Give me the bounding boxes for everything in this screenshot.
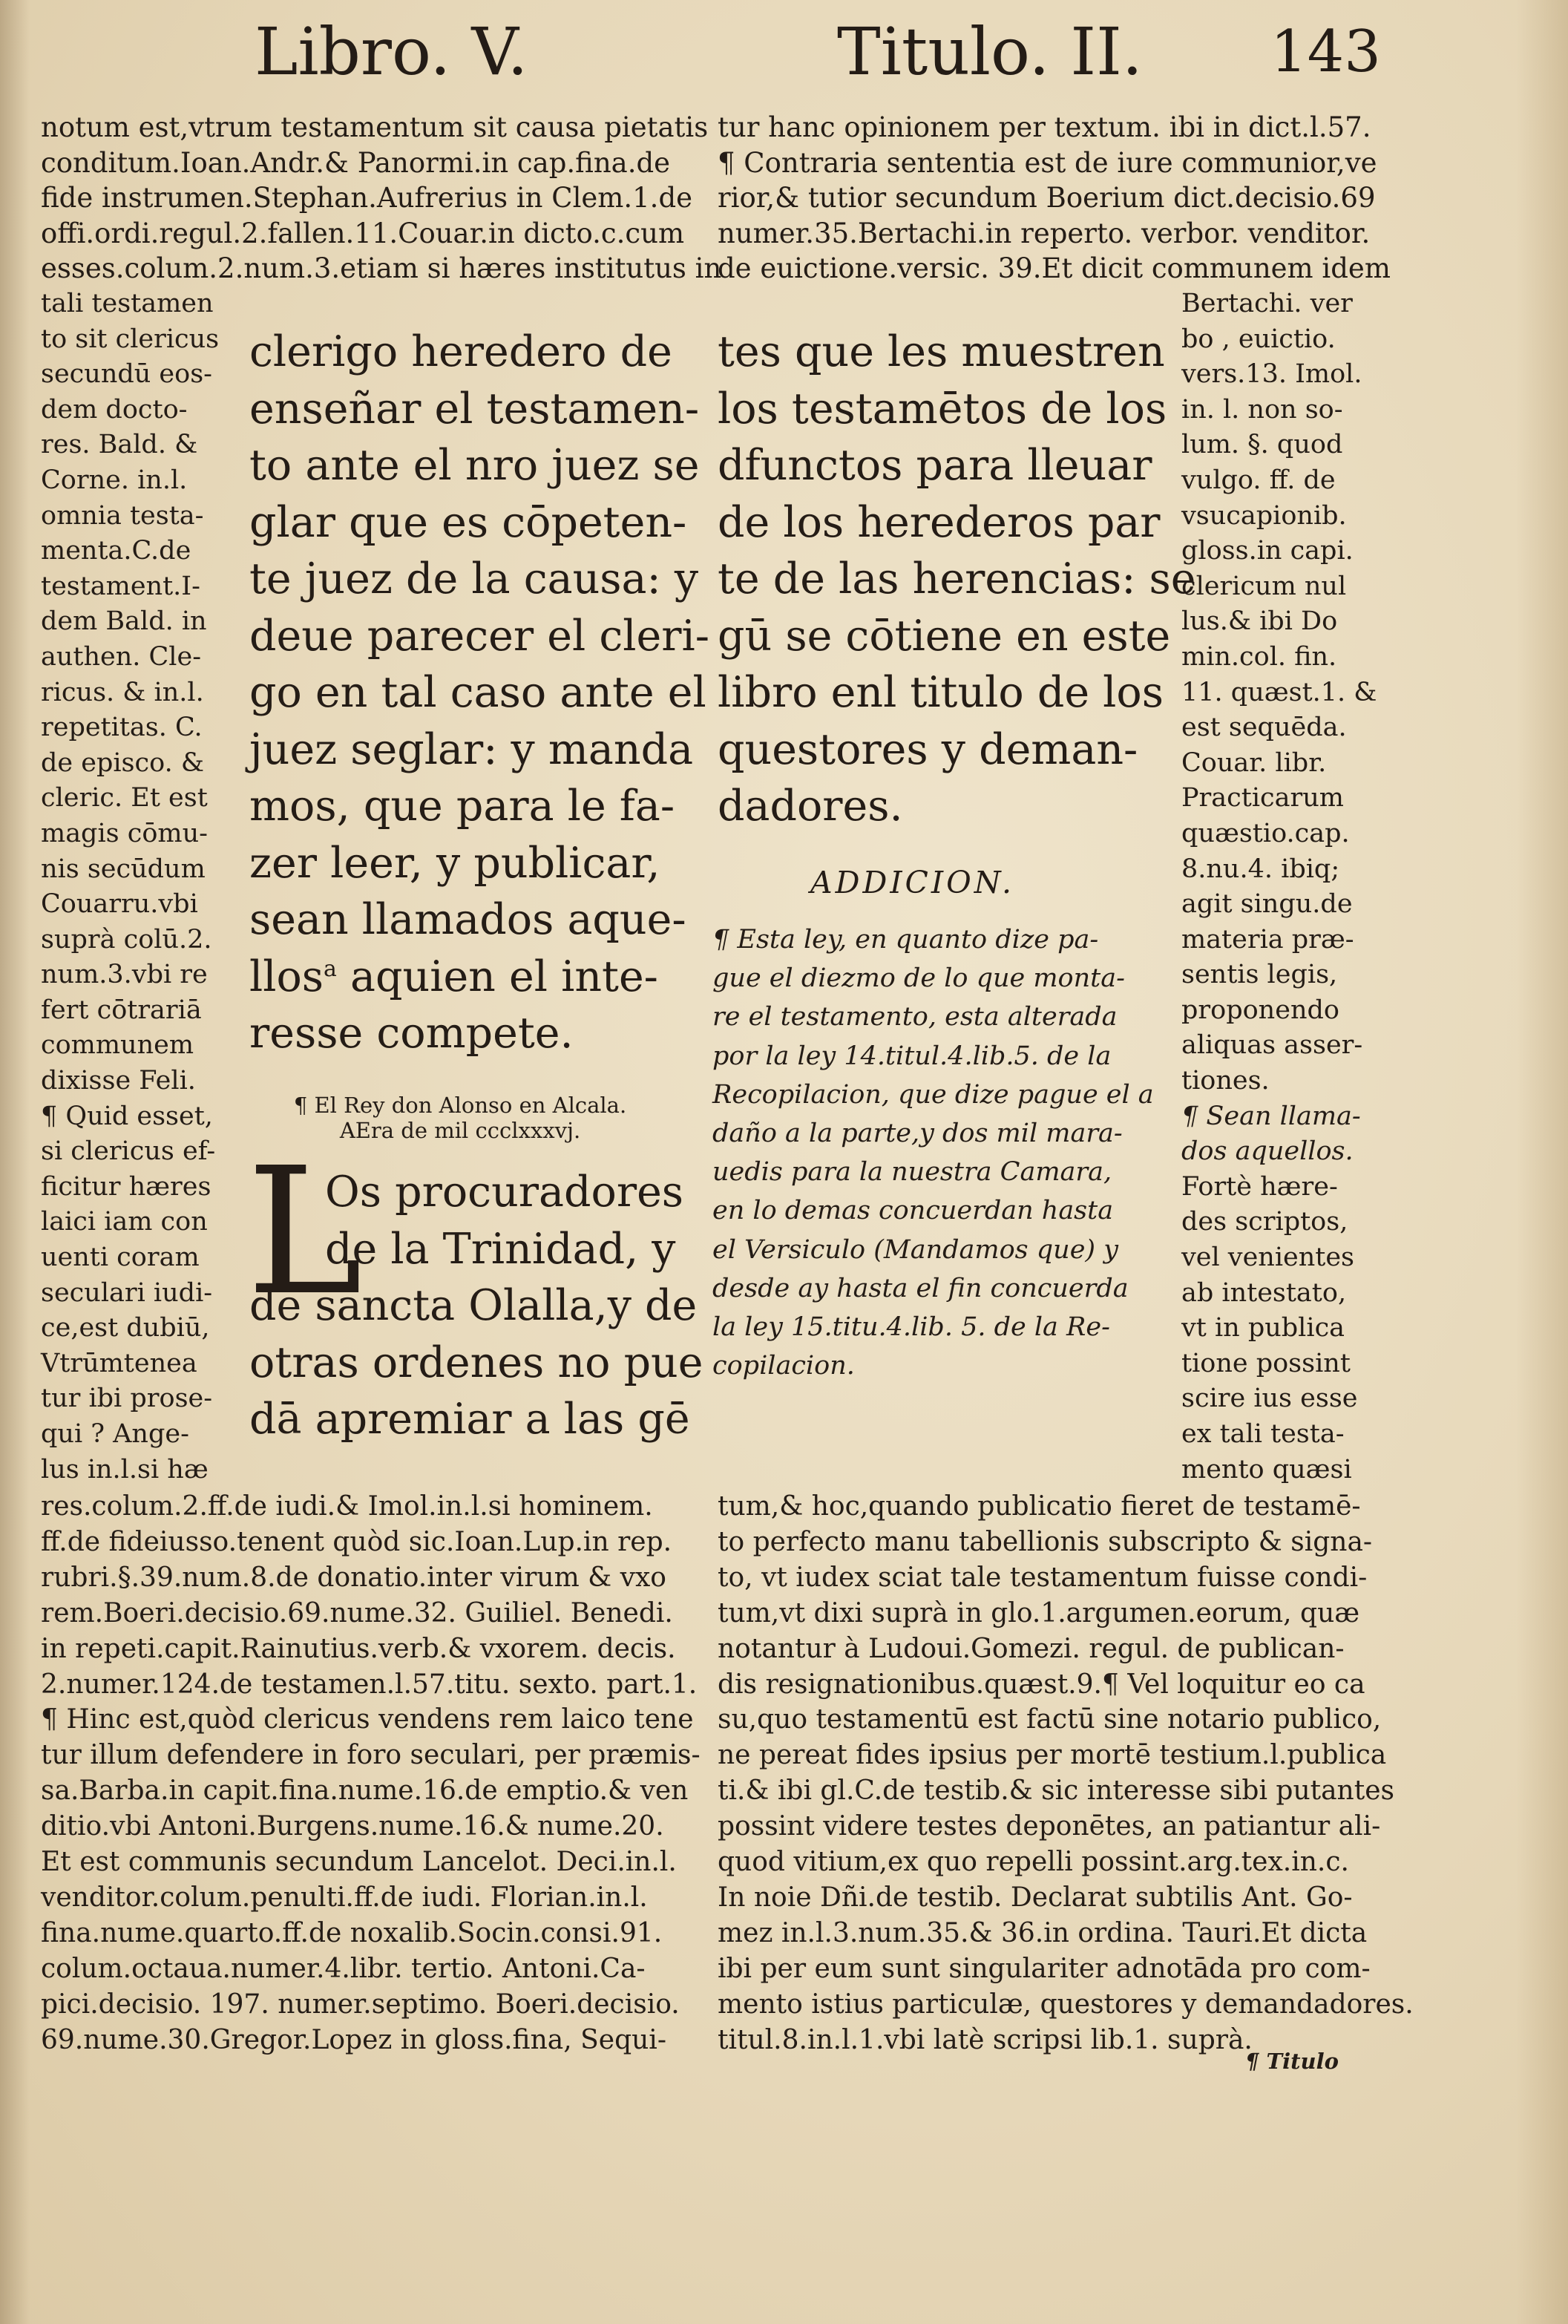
gloss-line: quæstio.cap. [1181, 818, 1350, 848]
gloss-line: gloss.in capi. [1181, 536, 1354, 566]
gloss-line: proponendo [1181, 995, 1339, 1025]
gloss-line: tali testamen [41, 289, 214, 318]
main-line: de los herederos par [718, 497, 1161, 547]
gloss-left-bottom [41, 1489, 701, 2058]
gloss-line: cleric. Et est [41, 783, 208, 814]
gloss-line: ce,est dubiū, [41, 1313, 210, 1343]
law-text-rest [249, 1277, 703, 1448]
running-head-title: Titulo. II. [837, 13, 1143, 90]
addicion-line: ¶ Esta ley, en quanto dize pa- [712, 925, 1099, 955]
addicion-line: Recopilacion, que dize pague el a [712, 1079, 1154, 1110]
gloss-line: possint videre testes deponētes, an patiantur ali- [718, 1811, 1381, 1842]
gloss-line: testament.I- [41, 571, 200, 601]
gloss-line: de euictione.versic. 39.Et dicit communem idem [718, 252, 1391, 285]
gloss-line: dixisse Feli. [41, 1066, 196, 1096]
gloss-line: esses.colum.2.num.3.etiam si hæres institutus in [41, 252, 722, 285]
gloss-right-top [718, 110, 1391, 287]
main-line: juez seglar: y manda [249, 724, 694, 774]
drop-capital: L [246, 1130, 363, 1334]
gloss-line: ibi per eum sunt singulariter adnotāda pro com- [718, 1953, 1371, 1984]
main-line: glar que es cōpeten- [249, 497, 687, 547]
gloss-line: dem docto- [41, 394, 188, 425]
gloss-line: tum,vt dixi suprà in glo.1.argumen.eorum, quæ [718, 1597, 1360, 1629]
gloss-line: de episco. & [41, 747, 204, 778]
gloss-line: ff.de fideiusso.tenent quòd sic.Ioan.Lup.in rep. [41, 1526, 672, 1557]
law-line: de la Trinidad, y [325, 1224, 676, 1274]
gloss-line: conditum.Ioan.Andr.& Panormi.in cap.fina.de [41, 146, 671, 179]
gloss-line: suprà colū.2. [41, 924, 212, 955]
gloss-line: uenti coram [41, 1243, 200, 1273]
gloss-line: ex tali testa- [1181, 1419, 1345, 1449]
running-head-book: Libro. V. [255, 13, 528, 90]
addicion-line: por la ley 14.titul.4.lib.5. de la [712, 1041, 1112, 1071]
addicion-line: copilacion. [712, 1351, 855, 1381]
main-line: questores y deman- [718, 724, 1138, 774]
addicion-line: desde ay hasta el fin concuerda [712, 1273, 1129, 1303]
addicion-line: re el testamento, esta alterada [712, 1002, 1118, 1032]
main-line-part: aquien el inte- [336, 952, 658, 1001]
main-line: gū se cōtiene en este [718, 611, 1171, 661]
gloss-reference-marker: a [324, 955, 337, 982]
page-number: 143 [1270, 19, 1381, 85]
gloss-line: In noie Dñi.de testib. Declarat subtilis Ant. Go- [718, 1882, 1353, 1913]
gloss-line: agit singu.de [1181, 889, 1353, 920]
gloss-line: Fortè hære- [1181, 1171, 1338, 1202]
gloss-line: fide instrumen.Stephan.Aufrerius in Clem.1.de [41, 182, 693, 215]
gloss-line: omnia testa- [41, 500, 204, 531]
gloss-line: ditio.vbi Antoni.Burgens.nume.16.& nume.20. [41, 1811, 664, 1842]
gloss-line: tum,& hoc,quando publicatio fieret de testamē- [718, 1491, 1361, 1522]
gloss-line: ricus. & in.l. [41, 677, 204, 707]
main-line: tes que les muestren [718, 327, 1165, 376]
gloss-line: ficitur hæres [41, 1171, 211, 1202]
gloss-line: pici.decisio. 197. numer.septimo. Boeri.decisio. [41, 1989, 680, 2020]
gloss-line: quod vitium,ex quo repelli possint.arg.tex.in.c. [718, 1847, 1349, 1878]
gloss-line: to perfecto manu tabellionis subscripto & signa- [718, 1526, 1373, 1557]
main-line: zer leer, y publicar, [249, 838, 660, 888]
gloss-line: dos aquellos. [1181, 1136, 1354, 1167]
law-line: de sancta Olalla,y de [249, 1281, 698, 1330]
gloss-line: ti.& ibi gl.C.de testib.& sic interesse sibi putantes [718, 1775, 1394, 1807]
gloss-left-margin [41, 287, 219, 1487]
gloss-line: mento quæsi [1181, 1454, 1352, 1485]
gloss-line: min.col. fin. [1181, 641, 1337, 672]
main-line: go en tal caso ante el [249, 668, 706, 717]
gloss-line: qui ? Ange- [41, 1419, 189, 1449]
gloss-line: lus.& ibi Do [1181, 606, 1338, 637]
gloss-line: Practicarum [1181, 783, 1344, 814]
addicion-title: ADDICION. [810, 865, 1015, 900]
gloss-line: clericum nul [1181, 571, 1347, 601]
main-text-left [249, 324, 709, 1062]
main-line: resse compete. [249, 1009, 574, 1058]
gloss-line: nis secūdum [41, 854, 206, 884]
gloss-line: su,quo testamentū est factū sine notario publico, [718, 1704, 1382, 1735]
gloss-line: ne pereat fides ipsius per mortē testium.l.publica [718, 1740, 1387, 1771]
addicion-line: gue el diezmo de lo que monta- [712, 963, 1125, 994]
gloss-line: mez in.l.3.num.35.& 36.in ordina. Tauri.Et dicta [718, 1917, 1368, 1948]
addicion-line: la ley 15.titu.4.lib. 5. de la Re- [712, 1312, 1110, 1343]
gloss-line: dem Bald. in [41, 606, 207, 637]
addicion-line: uedis para la nuestra Camara, [712, 1157, 1112, 1188]
main-line: clerigo heredero de [249, 327, 672, 376]
gloss-left-top [41, 110, 721, 287]
gloss-line: 11. quæst.1. & [1181, 677, 1377, 707]
addicion-line: en lo demas concuerdan hasta [712, 1196, 1114, 1226]
gloss-line: scire ius esse [1181, 1384, 1358, 1414]
gloss-line: ¶ Quid esset, [41, 1101, 213, 1131]
gloss-line: vsucapionib. [1181, 500, 1347, 531]
gloss-line: ¶ Hinc est,quòd clericus vendens rem laico tene [41, 1704, 694, 1735]
law-line: dā apremiar a las gē [249, 1395, 690, 1444]
addicion-text [712, 920, 1154, 1385]
gloss-line: Bertachi. ver [1181, 289, 1353, 318]
gloss-line: menta.C.de [41, 536, 191, 566]
gloss-line: dis resignationibus.quæst.9.¶ Vel loquitur eo ca [718, 1669, 1365, 1700]
gloss-line: titul.8.in.l.1.vbi latè scripsi lib.1. suprà. [718, 2024, 1253, 2055]
gloss-line: vt in publica [1181, 1313, 1345, 1343]
gloss-line: Vtrūmtenea [41, 1348, 197, 1378]
gloss-line: est sequēda. [1181, 713, 1347, 743]
gloss-line: venditor.colum.penulti.ff.de iudi. Florian.in.l. [41, 1882, 648, 1913]
gloss-right-margin [1181, 287, 1377, 1487]
main-line [249, 949, 709, 1006]
law-header-line: ¶ El Rey don Alonso en Alcala. [293, 1093, 627, 1118]
gloss-line: Couarru.vbi [41, 889, 198, 920]
addicion-line: el Versiculo (Mandamos que) y [712, 1234, 1118, 1265]
gloss-line: ab intestato, [1181, 1277, 1347, 1308]
gloss-line: rem.Boeri.decisio.69.nume.32. Guiliel. Benedi. [41, 1597, 673, 1629]
gloss-line: res. Bald. & [41, 430, 198, 460]
gloss-line: lus in.l.si hæ [41, 1454, 209, 1485]
gloss-line: communem [41, 1030, 194, 1061]
gloss-line: aliquas asser- [1181, 1030, 1363, 1061]
law-text-first-lines [325, 1164, 683, 1277]
gloss-line: Couar. libr. [1181, 747, 1327, 778]
gloss-line: 8.nu.4. ibiq; [1181, 854, 1340, 884]
gloss-line: tur hanc opinionem per textum. ibi in dict.l.57. [718, 111, 1371, 143]
main-line: enseñar el testamen- [249, 384, 700, 433]
gloss-line: si clericus ef- [41, 1136, 216, 1167]
gloss-line: vers.13. Imol. [1181, 359, 1362, 390]
gloss-line: colum.octaua.numer.4.libr. tertio. Antoni.Ca- [41, 1953, 646, 1984]
gloss-line: numer.35.Bertachi.in reperto. verbor. venditor. [718, 217, 1371, 249]
gloss-line: notantur à Ludoui.Gomezi. regul. de publican- [718, 1633, 1345, 1664]
gloss-right-bottom [718, 1489, 1414, 2058]
law-line: Os procuradores [325, 1168, 684, 1217]
gloss-line: magis cōmu- [41, 818, 208, 848]
gloss-line: to sit clericus [41, 324, 220, 354]
main-line: los testamētos de los [718, 384, 1167, 433]
gloss-line: vulgo. ff. de [1181, 465, 1336, 495]
gloss-line: res.colum.2.ff.de iudi.& Imol.in.l.si hominem. [41, 1491, 653, 1522]
gloss-line: in repeti.capit.Rainutius.verb.& vxorem. decis. [41, 1633, 676, 1664]
main-line: to ante el nro juez se [249, 441, 700, 490]
gloss-line: tur ibi prose- [41, 1384, 213, 1414]
gloss-line: ¶ Contraria sententia est de iure communior,ve [718, 146, 1377, 179]
gloss-line: secundū eos- [41, 359, 213, 390]
gloss-line: tur illum defendere in foro seculari, per præmis- [41, 1740, 701, 1771]
gloss-line: fina.nume.quarto.ff.de noxalib.Socin.consi.91. [41, 1917, 663, 1948]
main-line: dadores. [718, 782, 903, 831]
gloss-line: authen. Cle- [41, 641, 202, 672]
gloss-line: des scriptos, [1181, 1207, 1348, 1237]
gloss-line: in. l. non so- [1181, 394, 1343, 425]
law-line: otras ordenes no pue [249, 1338, 703, 1387]
gloss-line: fert cōtrariā [41, 995, 202, 1025]
main-line: te de las herencias: se [718, 554, 1196, 603]
gloss-line: to, vt iudex sciat tale testamentum fuisse condi- [718, 1562, 1368, 1593]
gloss-line: num.3.vbi re [41, 960, 208, 990]
gloss-line: 69.nume.30.Gregor.Lopez in gloss.fina, Sequi- [41, 2024, 666, 2055]
main-line: mos, que para le fa- [249, 782, 675, 831]
gloss-line: Et est communis secundum Lancelot. Deci.in.l. [41, 1847, 677, 1878]
gloss-line: rubri.§.39.num.8.de donatio.inter virum & vxo [41, 1562, 666, 1593]
main-text-right [718, 324, 1196, 835]
gloss-line: notum est,vtrum testamentum sit causa pietatis [41, 111, 709, 143]
main-line: dfunctos para lleuar [718, 441, 1152, 490]
gloss-line: lum. §. quod [1181, 430, 1343, 460]
law-header-line: AEra de mil ccclxxxvj. [339, 1118, 581, 1143]
page-spine-shadow [0, 0, 30, 2324]
gloss-line: offi.ordi.regul.2.fallen.11.Couar.in dicto.c.cum [41, 217, 685, 249]
main-line: libro enl titulo de los [718, 668, 1164, 717]
gloss-line: repetitas. C. [41, 713, 203, 743]
addicion-line: daño a la parte,y dos mil mara- [712, 1119, 1123, 1149]
gloss-line: seculari iudi- [41, 1277, 213, 1308]
gloss-line: tiones. [1181, 1066, 1270, 1096]
gloss-line: rior,& tutior secundum Boerium dict.decisio.69 [718, 182, 1376, 215]
gloss-line: Corne. in.l. [41, 465, 188, 495]
gloss-line: laici iam con [41, 1207, 208, 1237]
gloss-line: sa.Barba.in capit.fina.nume.16.de emptio.& ven [41, 1775, 689, 1807]
gloss-line: ¶ Sean llama- [1181, 1101, 1361, 1131]
page-edge-stain [1516, 0, 1568, 2324]
gloss-line: mento istius particulæ, questores y demandadores. [718, 1989, 1414, 2020]
gloss-line: materia præ- [1181, 924, 1354, 955]
catchword: ¶ Titulo [1245, 2049, 1339, 2074]
gloss-line: sentis legis, [1181, 960, 1338, 990]
gloss-line: tione possint [1181, 1348, 1351, 1378]
main-line: sean llamados aque- [249, 895, 686, 944]
gloss-line: bo , euictio. [1181, 324, 1336, 354]
main-line: deue parecer el cleri- [249, 611, 709, 661]
gloss-line: vel venientes [1181, 1243, 1355, 1273]
main-line: te juez de la causa: y [249, 554, 699, 603]
main-line-part: llos [249, 952, 324, 1001]
gloss-line: 2.numer.124.de testamen.l.57.titu. sexto. part.1. [41, 1669, 698, 1700]
